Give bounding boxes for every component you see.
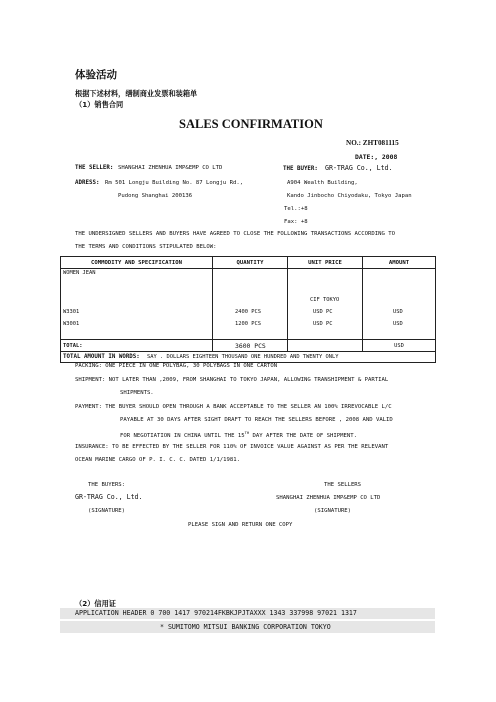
seller-address-line2: Pudong Shanghai 200136 [118, 193, 193, 199]
amount-cell [363, 269, 436, 340]
quantity-2: 1200 PCS [235, 321, 261, 327]
amount-words-row [61, 352, 436, 363]
quantity-1: 2400 PCS [235, 309, 261, 315]
table-body-row [61, 269, 436, 340]
total-amount: USD [363, 340, 436, 352]
intro-line1: THE UNDERSIGNED SELLERS AND BUYERS HAVE AGREED TO CLOSE THE FOLLOWING TRANSACTIONS ACCORDING TO [75, 231, 395, 237]
payment-term-line2: PAYABLE AT 30 DAYS AFTER SIGHT DRAFT TO REACH THE SELLERS BEFORE , 2008 AND VALID [120, 417, 393, 423]
packing-term: PACKING: ONE PIECE IN ONE POLYBAG, 30 POLYBAGS IN ONE CARTON [75, 363, 278, 369]
total-price-empty [288, 340, 363, 352]
buyer-address-line1: A904 Wealth Building, [287, 180, 358, 186]
trade-term: CIF TOKYO [310, 297, 340, 303]
contract-date: DATE:, 2008 [355, 153, 398, 161]
sellers-signature: (SIGNATURE) [314, 508, 352, 514]
seller-name: SHANGHAI ZHENHUA IMP&EMP CO LTD [118, 165, 223, 171]
insurance-term-line1: INSURANCE: TO BE EFFECTED BY THE SELLER FOR 110% OF INVOICE VALUE AGAINST AS PER THE RELEVANT [75, 444, 389, 450]
unit-price-2: USD PC [313, 321, 333, 327]
buyer-label: THE BUYER: [283, 166, 318, 172]
shipment-term-line2: SHIPMENTS. [120, 390, 154, 396]
buyer-fax: Fax: +8 [284, 219, 308, 225]
payment-term-superscript: TH [244, 430, 250, 435]
amount-2: USD [393, 321, 403, 327]
sellers-sign-name: SHANGHAI ZHENHUA IMP&EMP CO LTD [276, 495, 381, 501]
seller-label: THE SELLER: [75, 165, 114, 171]
payment-term-line1: PAYMENT: THE BUYER SHOULD OPEN THROUGH A BANK ACCEPTABLE TO THE SELLER AN 100% IRREVOCABLE L/C [75, 404, 392, 410]
payment-term-line3 [120, 430, 357, 439]
address-label: ADRESS: [75, 180, 100, 186]
lc-header-line1: APPLICATION HEADER 0 700 1417 970214FKBKJPJTAXXX 1343 337998 97021 1317 [75, 609, 357, 617]
sellers-sign-label: THE SELLERS [324, 482, 362, 488]
page-heading: 体验活动 [75, 69, 117, 81]
total-label: TOTAL: [61, 340, 213, 352]
amount-words-label: TOTAL AMOUNT IN WORDS: [63, 354, 140, 360]
goods-table [60, 256, 436, 363]
commodity-name: WOMEN JEAN [63, 270, 96, 276]
shipment-term-line1: SHIPMENT: NOT LATER THAN ,2009, FROM SHANGHAI TO TOKYO JAPAN, ALLOWING TRANSHIPMENT & PARTIAL [75, 377, 389, 383]
buyer-tel: Tel.:+8 [284, 206, 308, 212]
header-amount: AMOUNT [363, 257, 436, 269]
section-1-label: （1）销售合同 [75, 100, 124, 109]
insurance-term-line2: OCEAN MARINE CARGO OF P. I. C. C. DATED 1/1/1981. [75, 457, 241, 463]
buyers-signature: (SIGNATURE) [88, 508, 126, 514]
header-unit-price: UNIT PRICE [288, 257, 363, 269]
total-quantity: 3600 PCS [213, 340, 288, 352]
lc-header-line2: * SUMITOMO MITSUI BANKING CORPORATION TOKYO [160, 623, 331, 631]
header-quantity: QUANTITY [213, 257, 288, 269]
payment-term-line3-a: FOR NEGOTIATION IN CHINA UNTIL THE 15 [120, 432, 245, 439]
amount-words-value: SAY . DOLLARS EIGHTEEN THOUSAND ONE HUNDRED AND TWENTY ONLY [147, 354, 339, 360]
document-title: SALES CONFIRMATION [179, 117, 323, 131]
payment-term-line3-b: DAY AFTER THE DATE OF SHIPMENT. [249, 432, 357, 439]
buyers-sign-name: GR-TRAG Co., Ltd. [75, 493, 143, 501]
header-commodity: COMMODITY AND SPECIFICATION [61, 257, 213, 269]
unit-price-1: USD PC [313, 309, 333, 315]
total-row [61, 340, 436, 352]
table-header-row [61, 257, 436, 269]
contract-number: NO.: ZHT081115 [346, 139, 399, 147]
subheading: 根据下述材料，缮制商业发票和装箱单 [75, 89, 198, 98]
amount-words-cell [61, 352, 436, 363]
buyers-sign-label: THE BUYERS: [88, 482, 126, 488]
buyer-name: GR-TRAG Co., Ltd. [325, 164, 393, 172]
buyer-address-line2: Kando Jinbocho Chiyodaku, Tokyo Japan [287, 193, 412, 199]
quantity-cell [213, 269, 288, 340]
seller-address-line1: Rm 501 Longju Building No. 87 Longju Rd., [105, 180, 244, 186]
sign-return-note: PLEASE SIGN AND RETURN ONE COPY [188, 522, 293, 528]
amount-1: USD [393, 309, 403, 315]
section-2-label: （2）信用证 [75, 599, 116, 608]
intro-line2: THE TERMS AND CONDITIONS STIPULATED BELOW: [75, 244, 217, 250]
unit-price-cell [288, 269, 363, 340]
commodity-cell [61, 269, 213, 340]
item-code-2: W3001 [63, 321, 80, 327]
item-code-1: W3301 [63, 309, 80, 315]
